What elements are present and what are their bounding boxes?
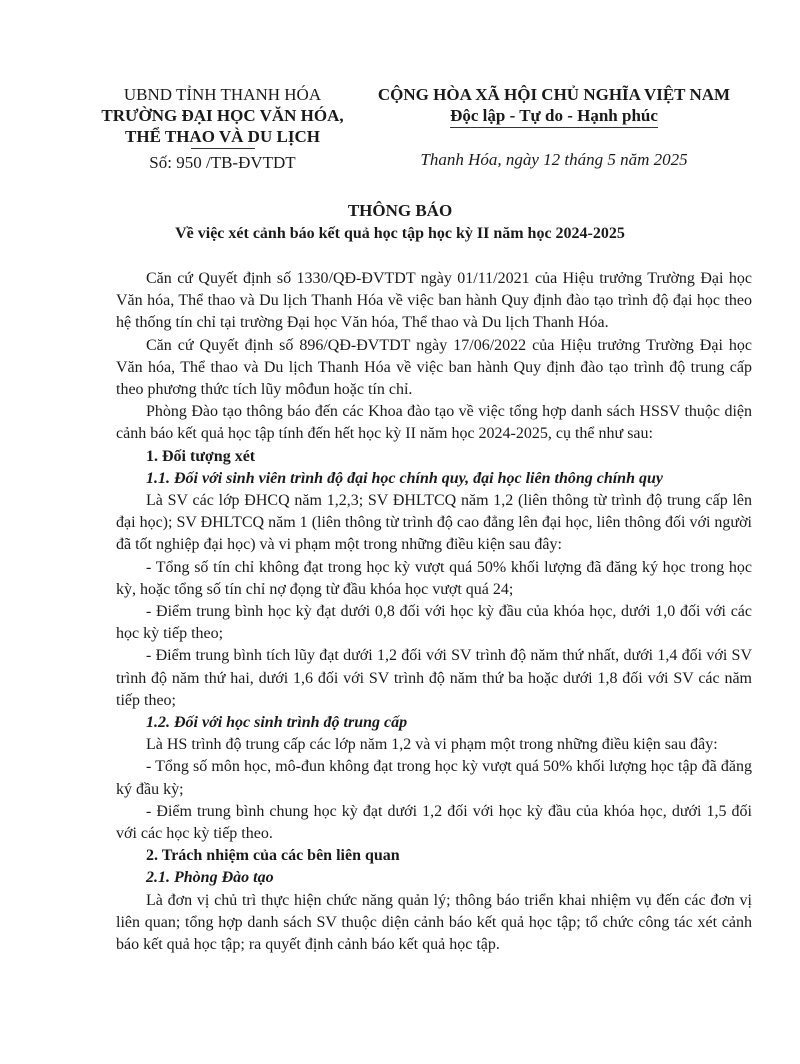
criterion-modules: - Tổng số môn học, mô-đun không đạt trong học kỳ vượt quá 50% khối lượng học tập đã đăng ký đầu kỳ;	[116, 758, 752, 798]
org-line-2: TRƯỜNG ĐẠI HỌC VĂN HÓA,	[101, 106, 344, 125]
subsection-heading-2-1: 2.1. Phòng Đào tạo	[146, 869, 274, 887]
criterion-semester-gpa: - Điểm trung bình học kỳ đạt dưới 0,8 đối với học kỳ đầu của khóa học, dưới 1,0 đối với các học kỳ tiếp theo;	[116, 603, 752, 643]
org-underline	[191, 148, 255, 149]
document-number: Số: 950 /TB-ĐVTDT	[149, 153, 296, 172]
section-heading-1: 1. Đối tượng xét	[146, 447, 256, 465]
nation-name: CỘNG HÒA XÃ HỘI CHỦ NGHĨA VIỆT NAM	[377, 85, 731, 104]
issue-date: Thanh Hóa, ngày 12 tháng 5 năm 2025	[420, 150, 688, 169]
org-line-3: THỂ THAO VÀ DU LỊCH	[125, 127, 320, 146]
paragraph-training-office: Là đơn vị chủ trì thực hiện chức năng quản lý; thông báo triển khai nhiệm vụ đến các đơn vị liên quan; tổng hợp danh sách SV thuộc diện cảnh báo kết quả học tập; tổ chức công tác xét cảnh báo kết quả học tập; ra quyết định cảnh báo kết quả học tập.	[116, 891, 752, 954]
national-heading	[360, 84, 748, 170]
paragraph-legal-basis-1: Căn cứ Quyết định số 1330/QĐ-ĐVTDT ngày 01/11/2021 của Hiệu trưởng Trường Đại học Văn hóa, Thể thao và Du lịch Thanh Hóa về việc ban hành Quy định đào tạo trình độ đại học theo hệ thống tín chỉ tại trường Đại học Văn hóa, Thể thao và Du lịch Thanh Hóa.	[116, 270, 752, 332]
paragraph-announcement: Phòng Đào tạo thông báo đến các Khoa đào tạo về việc tổng hợp danh sách HSSV thuộc diện cảnh báo kết quả học tập tính đến hết học kỳ II năm học 2024-2025, cụ thể như sau:	[116, 403, 752, 443]
document-body	[116, 268, 752, 956]
org-line-1: UBND TỈNH THANH HÓA	[123, 85, 322, 104]
section-heading-2: 2. Trách nhiệm của các bên liên quan	[146, 847, 400, 865]
document-title: THÔNG BÁO	[347, 201, 453, 220]
criterion-vocational-gpa: - Điểm trung bình chung học kỳ đạt dưới 1,2 đối với học kỳ đầu của khóa học, dưới 1,5 đối với các học kỳ tiếp theo.	[116, 802, 752, 843]
subsection-heading-1-2: 1.2. Đối với học sinh trình độ trung cấp	[146, 714, 408, 732]
criterion-cumulative-gpa: - Điểm trung bình tích lũy đạt dưới 1,2 đối với SV trình độ năm thứ nhất, dưới 1,4 đối với SV trình độ năm thứ hai, dưới 1,6 đối với SV trình độ năm thứ ba hoặc dưới 1,8 đối với SV các năm tiếp theo;	[116, 647, 752, 709]
paragraph-university-scope: Là SV các lớp ĐHCQ năm 1,2,3; SV ĐHLTCQ năm 1,2 (liên thông từ trình độ trung cấp lên đại học); SV ĐHLTCQ năm 1 (liên thông từ trình độ cao đẳng lên đại học, liên thông đối với người đã tốt nghiệp đại học) và vi phạm một trong những điều kiện sau đây:	[116, 492, 752, 554]
subsection-heading-1-1: 1.1. Đối với sinh viên trình độ đại học chính quy, đại học liên thông chính quy	[146, 469, 663, 487]
paragraph-vocational-scope: Là HS trình độ trung cấp các lớp năm 1,2 và vi phạm một trong những điều kiện sau đây:	[146, 736, 718, 754]
document-subtitle: Về việc xét cảnh báo kết quả học tập học kỳ II năm học 2024-2025	[175, 225, 625, 242]
paragraph-legal-basis-2: Căn cứ Quyết định số 896/QĐ-ĐVTDT ngày 17/06/2022 của Hiệu trưởng Trường Đại học Văn hóa, Thể thao và Du lịch Thanh Hóa về việc ban hành Quy định đào tạo trình độ trung cấp theo phương thức tích lũy môđun hoặc tín chỉ.	[116, 336, 752, 399]
issuing-organization	[90, 84, 355, 173]
national-motto: Độc lập - Tự do - Hạnh phúc	[450, 105, 658, 128]
criterion-credits: - Tổng số tín chỉ không đạt trong học kỳ vượt quá 50% khối lượng đã đăng ký học trong học kỳ, hoặc tổng số tín chỉ nợ đọng từ đầu khóa học vượt quá 24;	[116, 558, 752, 598]
